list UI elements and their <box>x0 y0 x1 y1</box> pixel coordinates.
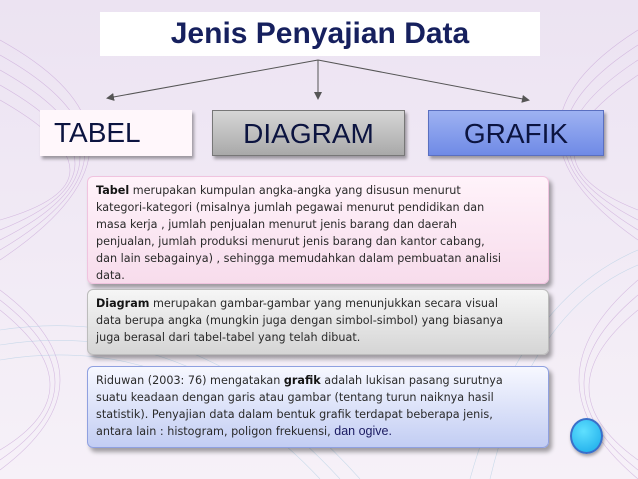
grafik-tail-text: dan ogive. <box>334 424 392 438</box>
tabel-line-3: masa kerja , jumlah penjualan menurut jenis barang dan daerah <box>96 218 457 231</box>
tabel-description-box <box>87 176 549 284</box>
tabel-line-6: data. <box>96 269 125 282</box>
category-diagram: DIAGRAM <box>212 110 405 156</box>
diagram-line-3: juga berasal dari tabel-tabel yang telah dibuat. <box>96 331 361 344</box>
diagram-description-box <box>87 289 549 355</box>
diagram-line-1: Diagram merupakan gambar-gambar yang menunjukkan secara visual <box>96 297 498 310</box>
tabel-line-1: Tabel merupakan kumpulan angka-angka yang disusun menurut <box>96 184 461 197</box>
grafik-line-3: statistik). Penyajian data dalam bentuk grafik terdapat beberapa jenis, <box>96 408 493 421</box>
diagram-keyword: Diagram <box>96 297 150 310</box>
grafik-line-1: Riduwan (2003: 76) mengatakan grafik adalah lukisan pasang surutnya <box>96 374 503 387</box>
tabel-keyword: Tabel <box>96 184 130 197</box>
category-tabel: TABEL <box>40 110 192 156</box>
grafik-keyword: grafik <box>283 374 321 387</box>
page-title: Jenis Penyajian Data <box>100 12 540 56</box>
tabel-line-2: kategori-kategori (misalnya jumlah pegawai menurut pendidikan dan <box>96 201 485 214</box>
grafik-line-2: suatu keadaan dengan garis atau gambar (tentang turun naiknya hasil <box>96 391 494 404</box>
grafik-line-4: antara lain : histogram, poligon frekuensi, dan ogive. <box>96 424 392 438</box>
tabel-line-4: penjualan, jumlah produksi menurut jenis barang dan kantor cabang, <box>96 235 485 248</box>
diagram-line-2: data berupa angka (mungkin juga dengan simbol-simbol) yang biasanya <box>96 314 504 327</box>
tabel-line-5: dan lain sebagainya) , sehingga memudahkan dalam pembuatan analisi <box>96 252 502 265</box>
grafik-description-box <box>87 366 549 448</box>
category-grafik: GRAFIK <box>428 110 604 156</box>
decorative-circle-icon <box>570 418 603 454</box>
